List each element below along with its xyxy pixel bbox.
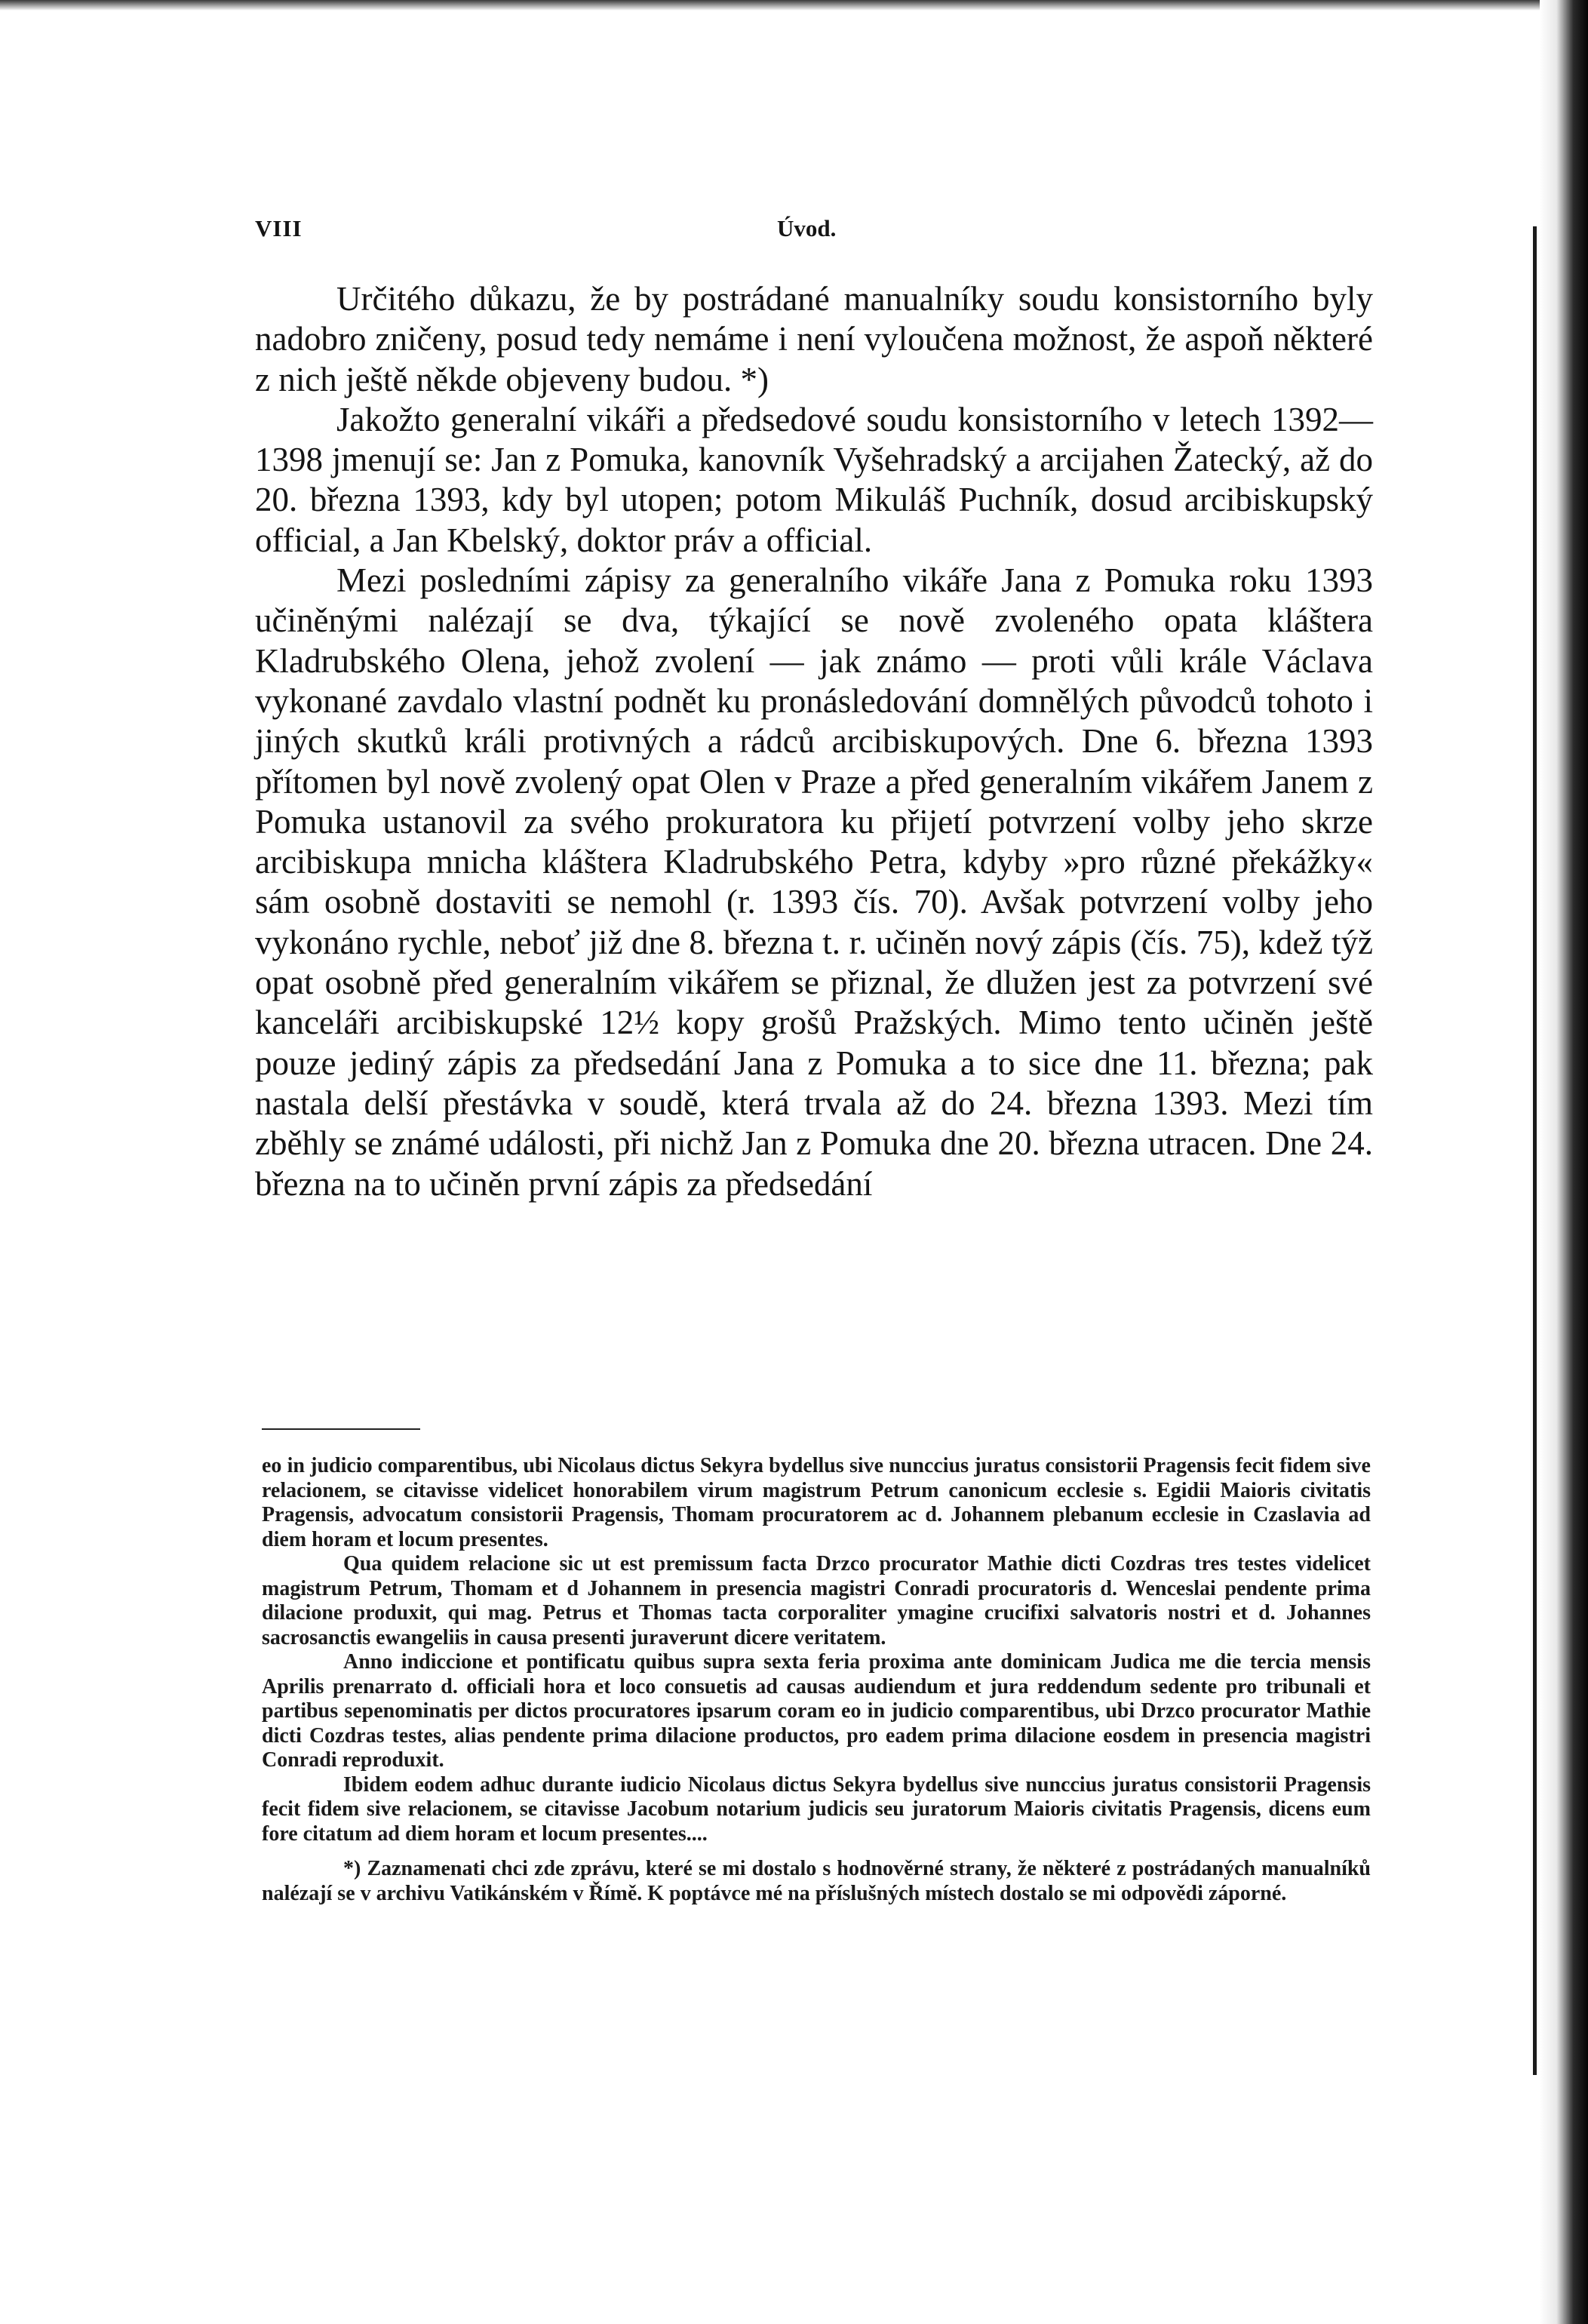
body-paragraph: Jakožto generalní vikáři a předsedové soudu konsistorního v letech 1392—1398 jmenují se: Jan z Pomuka, kanovník Vyšehradský a arcijahen Žatecký, až do 20. března 1393, kdy byl utopen; potom Mikuláš Puchník, dosud arcibiskupský official, a Jan Kbelský, doktor práv a official. bbox=[255, 400, 1373, 559]
body-paragraph: Mezi posledními zápisy za generalního vikáře Jana z Pomuka roku 1393 učiněnými nalézají se dva, týkající se nově zvoleného opata kláštera Kladrubského Olena, jehož zvolení — jak známo — proti vůli krále Václava vykonané zavdalo vlastní podnět ku pronásledování domnělých původců tohoto i jiných skutků králi protivných a rádců arcibiskupových. Dne 6. března 1393 přítomen byl nově zvolený opat Olen v Praze a před generalním vikářem Janem z Pomuka ustanovil za svého prokuratora ku přijetí potvrzení volby jeho skrze arcibiskupa mnicha kláštera Kladrubského Petra, kdyby »pro různé překážky« sám osobně dostaviti se nemohl (r. 1393 čís. 70). Avšak potvrzení volby jeho vykonáno rychle, neboť již dne 8. března t. r. učiněn nový zápis (čís. 75), kdež týž opat osobně před generalním vikářem se přiznal, že dlužen jest za potvrzení své kanceláři arcibiskupské 12½ kopy grošů Pražských. Mimo tento učiněn ještě pouze jediný zápis za předsedání Jana z Pomuka a to sice dne 11. března; pak nastala delší přestávka v soudě, která trvala až do 24. března 1393. Mezi tím zběhly se známé události, při nichž Jan z Pomuka dne 20. března utracen. Dne 24. března na to učiněn první zápis za předsedání bbox=[255, 561, 1373, 1203]
footnotes bbox=[262, 1454, 1371, 1906]
footnote-paragraph: eo in judicio comparentibus, ubi Nicolaus dictus Sekyra bydellus sive nunccius juratus consistorii Pragensis fecit fidem sive relacionem, se citavisse videlicet honorabilem virum magistrum Petrum canonicum ecclesie s. Egidii Maioris civitatis Pragensis, advocatum consistorii Pragensis, Thomam procuratorem ac d. Johannem plebanum ecclesie in Czaslavia ad diem horam et locum presentes. bbox=[262, 1454, 1371, 1551]
footnote-rule bbox=[262, 1428, 420, 1430]
scan-right-edge bbox=[1540, 0, 1588, 2324]
footnote-paragraph: Anno indiccione et pontificatu quibus supra sexta feria proxima ante dominicam Judica me die tercia mensis Aprilis prenarrato d. officiali hora et loco consuetis ad causas audiendum et jura reddendum sedente pro tribunali et partibus sepenominatis per dictos procuratores ipsarum coram eo in judicio comparentibus, ubi Drzco procurator Mathie dicti Cozdras testes, alias pendente prima dilacione productos, pro eadem prima dilacione eosdem in presencia magistri Conradi reproduxit. bbox=[262, 1650, 1371, 1772]
body-paragraph: Určitého důkazu, že by postrádané manualníky soudu konsistorního byly nadobro zničeny, posud tedy nemáme i není vyloučena možnost, že aspoň některé z nich ještě někde objeveny budou. *) bbox=[255, 280, 1373, 398]
main-text bbox=[255, 279, 1373, 1204]
running-title: Úvod. bbox=[777, 215, 837, 241]
page-number: VIII bbox=[255, 215, 303, 241]
scan-top-edge bbox=[0, 0, 1588, 11]
footnote-paragraph: Ibidem eodem adhuc durante iudicio Nicolaus dictus Sekyra bydellus sive nunccius juratus consistorii Pragensis fecit fidem sive relacionem, se citavisse Jacobum notarium judicis seu juratorum Maioris civitatis Pragensis, dicens eum fore citatum ad diem horam et locum presentes.... bbox=[262, 1772, 1371, 1846]
scan-binding-line bbox=[1533, 226, 1537, 2075]
star-footnote: *) Zaznamenati chci zde zprávu, které se mi dostalo s hodnověrné strany, že některé z postrádaných manualníků nalézají se v archivu Vatikánském v Římě. K poptávce mé na příslušných místech dostalo se mi odpovědi záporné. bbox=[262, 1857, 1371, 1905]
footnote-paragraph: Qua quidem relacione sic ut est premissum facta Drzco procurator Mathie dicti Cozdras tres testes videlicet magistrum Petrum, Thomam et d Johannem in presencia magistri Conradi procuratoris d. Wenceslai pendente prima dilacione produxit, qui mag. Petrus et Thomas tacta corporaliter ymagine crucifixi salvatoris nostri et d. Johannes sacrosanctis ewangeliis in causa presenti juraverunt dicere veritatem. bbox=[262, 1552, 1371, 1649]
